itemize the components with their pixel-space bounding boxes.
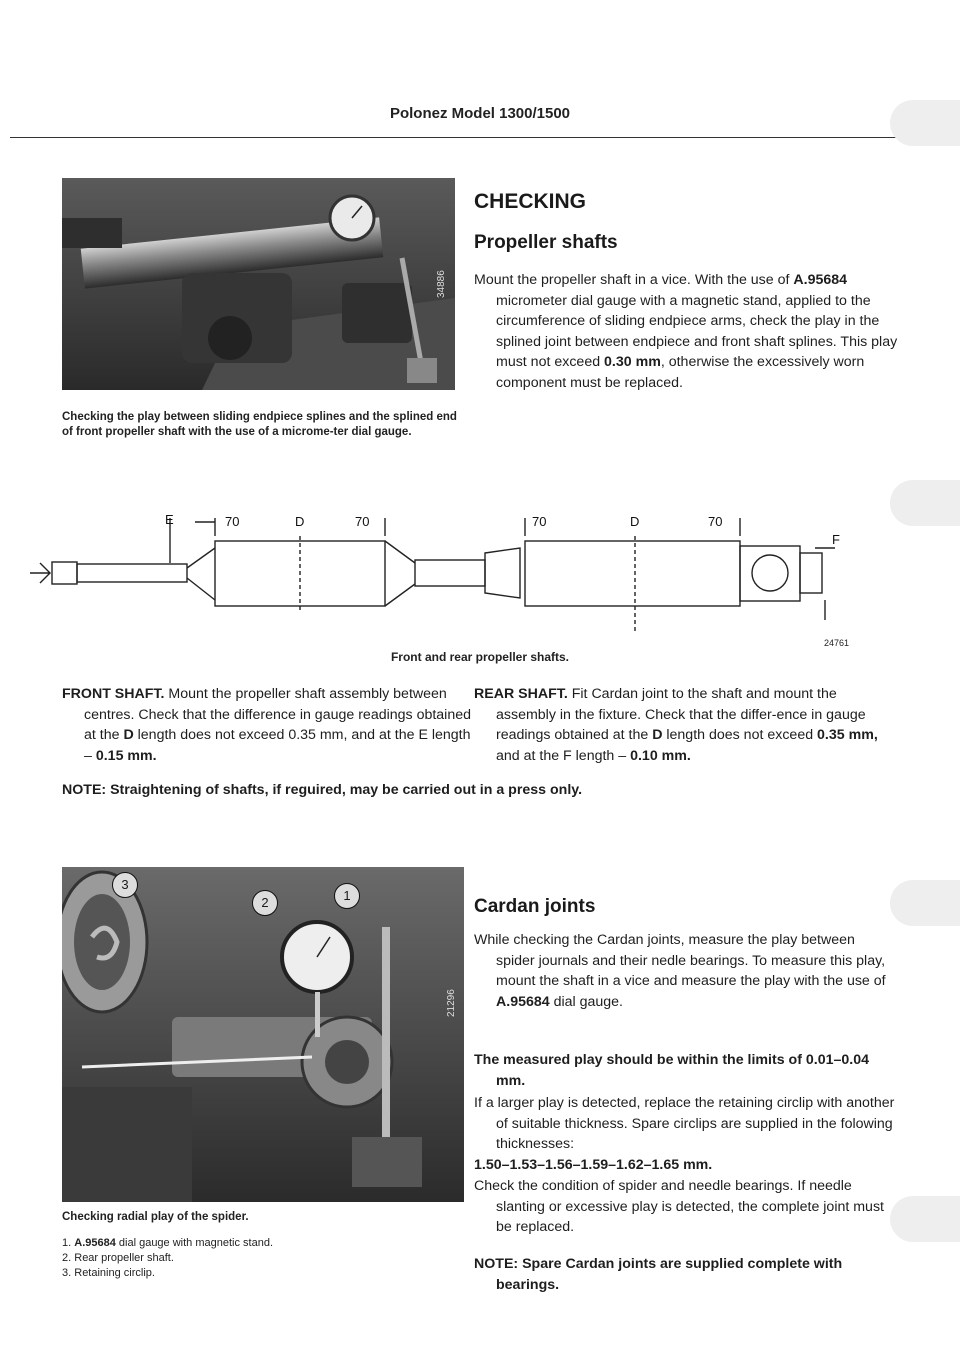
rear-yoke-left [485, 548, 520, 598]
rear-tube [525, 541, 740, 606]
legend-item-1: 1. A.95684 dial gauge with magnetic stand. [62, 1237, 273, 1249]
diagram-caption: Front and rear propeller shafts. [390, 650, 570, 664]
note-spare-cardan: NOTE: Spare Cardan joints are supplied complete with bearings. [474, 1256, 843, 1293]
front-shaft-text-b: length does not exceed [133, 727, 289, 743]
figure-1-caption [62, 410, 462, 440]
legend-item-2: 2. Rear propeller shaft. [62, 1252, 174, 1264]
front-shaft-d: D [123, 727, 134, 743]
figure-2-legend [62, 1236, 462, 1281]
cardan-paragraph-1: While checking the Cardan joints, measure the play between spider journals and their nedle bearings. To measure this play, mount the shaft in a vice and measure the play with the use of A.95684 dial gauge. [474, 932, 886, 1010]
checking-paragraph [474, 270, 916, 393]
propeller-shafts-diagram [20, 508, 860, 638]
diagram-label-e: E [165, 512, 174, 527]
dial-gauge-photo-2 [62, 867, 464, 1202]
front-shaft-text-c: and at the E length – [84, 727, 471, 764]
dial-gauge-photo-1-illustration [62, 178, 455, 390]
rear-shaft-label: REAR SHAFT. [474, 686, 568, 702]
rear-shaft-text-c: and at the F length – [496, 747, 631, 764]
rear-flange [800, 553, 822, 593]
front-shaft-text-a: Mount the propeller shaft assembly between centres. Check that the difference in gauge readings obtained at the [84, 686, 472, 743]
front-output-spline [415, 560, 485, 586]
front-endpiece [52, 562, 77, 584]
rear-shaft-text-b: length does not exceed [662, 727, 818, 743]
rear-shaft-paragraph [474, 684, 888, 766]
dial-gauge-photo-2-illustration [62, 867, 464, 1202]
edge-tab-2 [890, 480, 960, 526]
front-shaft-v1: 0.35 mm, [288, 727, 348, 743]
diagram-label-d-front: D [295, 514, 305, 529]
cardan-tool-number: A.95684 [496, 993, 550, 1010]
figure-1-caption-text: Checking the play between sliding endpiece splines and the splined end of front propeller shaft with the use of a microme-ter dial gauge. [62, 411, 457, 438]
note-straightening: NOTE: Straightening of shafts, if reguired, may be carried out in a press only. [62, 782, 583, 798]
dial-gauge-photo-1 [62, 178, 455, 390]
limit-value: 0.30 mm [604, 354, 661, 370]
subsection-title-propeller-shafts: Propeller shafts [474, 232, 618, 253]
front-shaft-v2: 0.15 mm. [95, 747, 157, 764]
photo-number-2: 21296 [446, 989, 457, 1017]
edge-tab-4 [890, 1196, 960, 1242]
callout-1: 1 [334, 883, 360, 909]
rear-shaft-v2: 0.10 mm. [630, 747, 691, 764]
diagram-dim-2: 70 [355, 514, 370, 529]
diagram-dim-1: 70 [225, 514, 240, 529]
edge-tab-3 [890, 880, 960, 926]
header-rule [10, 137, 960, 138]
front-sliding-spline [77, 564, 187, 582]
diagram-label-f: F [832, 532, 840, 547]
legend-item-3: 3. Retaining circlip. [62, 1267, 155, 1279]
diagram-dim-4: 70 [708, 514, 723, 529]
rear-yoke-right [740, 546, 800, 601]
figure-2-caption: Checking radial play of the spider. [62, 1211, 249, 1223]
checking-text-a: Mount the propeller shaft in a vice. With the use of [474, 272, 790, 288]
callout-3: 3 [112, 872, 138, 898]
front-shaft-label: FRONT SHAFT. [62, 686, 165, 702]
checking-text-e: , otherwise the excessively worn component must be replaced. [496, 354, 865, 391]
cardan-circlip-sizes: 1.50–1.53–1.56–1.59–1.62–1.65 mm. [474, 1157, 713, 1173]
edge-tab-1 [890, 100, 960, 146]
cardan-spider [752, 555, 788, 591]
tool-number: A.95684 [793, 272, 848, 288]
photo-number-1: 34886 [436, 270, 447, 298]
callout-2: 2 [252, 890, 278, 916]
rear-shaft-v1: 0.35 mm, [817, 727, 878, 743]
rear-shaft-d: D [652, 727, 663, 743]
rear-shaft-text-a: Fit Cardan joint to the shaft and mount the assembly in the fixture. Check that the differ-ence in gauge readings obtained at the [496, 686, 866, 743]
diagram-dim-3: 70 [532, 514, 547, 529]
checking-text-c: micrometer dial gauge with a magnetic stand, applied to the circumference of sliding endpiece arms, check the play in the splined joint between endpiece and front shaft splines. This play must not exceed [496, 292, 898, 370]
front-spline-end [30, 563, 50, 583]
cardan-paragraph-3: If a larger play is detected, replace the retaining circlip with another of suitable thickness. Spare circlips are supplied in the folowing thicknesses: [474, 1095, 895, 1152]
diagram-label-d-rear: D [630, 514, 640, 529]
cardan-paragraph-5: Check the condition of spider and needle bearings. If needle slanting or excessive play is detected, the complete joint must be replaced. [474, 1178, 884, 1235]
subsection-title-cardan-joints: Cardan joints [474, 896, 596, 917]
front-shaft-paragraph [62, 684, 476, 766]
section-title-checking: CHECKING [474, 190, 587, 213]
diagram-number: 24761 [824, 638, 850, 648]
page-header-title: Polonez Model 1300/1500 [389, 105, 571, 122]
cardan-limits: The measured play should be within the limits of 0.01–0.04 mm. [474, 1052, 869, 1089]
